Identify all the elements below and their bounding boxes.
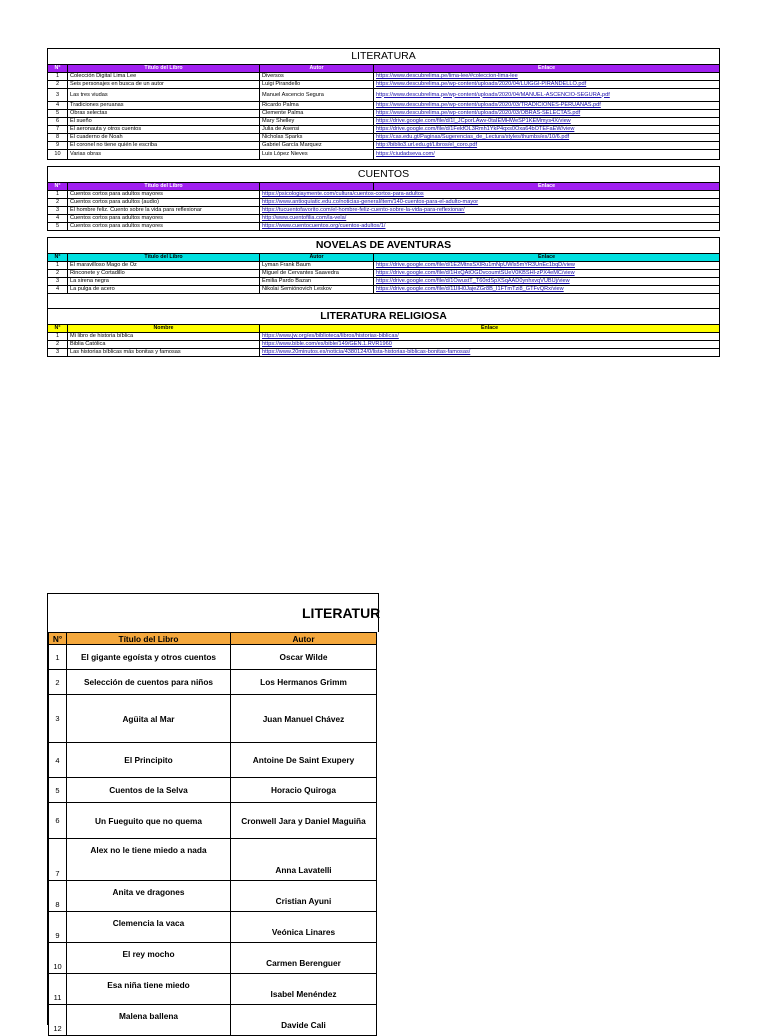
row-number: 2	[48, 199, 68, 207]
row-number: 3	[48, 207, 68, 215]
header-title: Título del Libro	[68, 65, 260, 73]
book-author: Gabriel García Marquez	[260, 142, 374, 150]
item-name: Biblia Católica	[68, 341, 260, 349]
spacer-row	[47, 294, 720, 309]
book-author: Anna Lavatelli	[231, 839, 377, 881]
item-link[interactable]: https://www.bible.com/es/bible/149/GEN.1.RVR1960	[260, 341, 720, 349]
sheet2-rows	[49, 645, 377, 1036]
book-link[interactable]: https://drive.google.com/file/d/1l_JCporLAwv-0taIEMHWeSP1KEMmys4X/view	[374, 118, 720, 126]
book-author: Mary Shelley	[260, 118, 374, 126]
table-row	[49, 974, 377, 1005]
table-row	[49, 1005, 377, 1036]
book-author: Los Hermanos Grimm	[231, 670, 377, 695]
row-number: 7	[49, 839, 67, 881]
book-title: El coronel no tiene quién le escriba	[68, 142, 260, 150]
book-title: El maravilloso Mago de Oz	[68, 262, 260, 270]
row-number: 9	[48, 142, 68, 150]
table-row	[48, 215, 720, 223]
book-link[interactable]: https://www.descubrelima.pe/wp-content/uploads/2020/03/OBRAS-SELECTAS.pdf	[374, 110, 720, 118]
cuentos-rows	[48, 191, 720, 231]
book-link[interactable]: https://www.descubrelima.pe/wp-content/uploads/2020/04/MANUEL-ASCENCIO-SEGURA.pdf	[374, 89, 720, 102]
header-link: Enlace	[374, 254, 720, 262]
book-link[interactable]: https://ciudadseva.com/	[374, 150, 720, 160]
book-title: El gigante egoísta y otros cuentos	[67, 645, 231, 670]
row-number: 1	[49, 645, 67, 670]
section-title: LITERATURA RELIGIOSA	[47, 309, 720, 324]
book-title: Clemencia la vaca	[67, 912, 231, 943]
section-title: NOVELAS DE AVENTURAS	[47, 237, 720, 253]
book-title: Cuentos cortos para adultos mayores	[68, 215, 260, 223]
book-title: Obras selectas	[68, 110, 260, 118]
book-title: Selección de cuentos para niños	[67, 670, 231, 695]
table-row	[48, 199, 720, 207]
header-title: Título del Libro	[68, 183, 260, 191]
book-title: Rinconete y Cortadillo	[68, 270, 260, 278]
book-link[interactable]: https://www.cuentocuentos.org/cuentos-adultos/1/	[260, 223, 720, 231]
row-number: 10	[49, 943, 67, 974]
book-link[interactable]: https://drive.google.com/file/d/11lIH0JajeZGr8B_I1FTmTzi8_GTFvQRx/view	[374, 286, 720, 294]
header-author: Autor	[231, 633, 377, 645]
section-title: LITERATURA	[47, 48, 720, 64]
book-author: Luis López Nieves	[260, 150, 374, 160]
book-title: Cuentos de la Selva	[67, 778, 231, 803]
row-number: 7	[48, 126, 68, 134]
table-row	[48, 191, 720, 199]
row-number: 3	[48, 89, 68, 102]
header-number: N°	[48, 254, 68, 262]
section-aventuras	[47, 237, 720, 309]
row-number: 5	[49, 778, 67, 803]
book-link[interactable]: https://drive.google.com/file/d/1OwustT_T60rdSpXSqAAD0ynhxvqVUBUj/view	[374, 278, 720, 286]
book-author: Nicholas Sparks	[260, 134, 374, 142]
row-number: 4	[48, 215, 68, 223]
row-number: 1	[48, 73, 68, 81]
item-link[interactable]: https://www.20minutos.es/noticia/4380124/0/lista-historias-biblicas-bonitas-famosas/	[260, 349, 720, 357]
book-link[interactable]: https://drive.google.com/file/d/1E2MtnsSXlRu1mNpUWls5mYR3UnEc1bqD/view	[374, 262, 720, 270]
book-author: Lyman Frank Baum	[260, 262, 374, 270]
book-author: Oscar Wilde	[231, 645, 377, 670]
header-empty	[260, 183, 374, 191]
table-row	[48, 118, 720, 126]
header-link: Enlace	[374, 183, 720, 191]
header-number: N°	[49, 633, 67, 645]
book-title: Cuentos cortos para adultos mayores	[68, 191, 260, 199]
book-author: Nikolai Semiónovich Leskov	[260, 286, 374, 294]
table-row	[48, 73, 720, 81]
item-link[interactable]: https://www.jw.org/es/biblioteca/libros/historias-biblicas/	[260, 333, 720, 341]
table-row	[49, 803, 377, 839]
book-link[interactable]: http://biblio3.url.edu.gt/Libros/el_coro.pdf	[374, 142, 720, 150]
table-row	[48, 126, 720, 134]
book-author: Diversos	[260, 73, 374, 81]
row-number: 5	[48, 223, 68, 231]
aventuras-table	[47, 253, 720, 294]
header-author: Autor	[260, 254, 374, 262]
table-header	[48, 183, 720, 191]
table-row	[49, 695, 377, 743]
book-author: Antoine De Saint Exupery	[231, 743, 377, 778]
table-row	[48, 102, 720, 110]
book-title: Un Fueguito que no quema	[67, 803, 231, 839]
book-author: Cronwell Jara y Daniel Maguiña	[231, 803, 377, 839]
religiosa-rows	[48, 333, 720, 357]
row-number: 6	[49, 803, 67, 839]
row-number: 1	[48, 333, 68, 341]
table-row	[48, 134, 720, 142]
table-row	[48, 262, 720, 270]
religiosa-table	[47, 324, 720, 357]
book-title: Cuentos cortos para adultos (audio)	[68, 199, 260, 207]
row-number: 4	[48, 102, 68, 110]
table-row	[48, 341, 720, 349]
row-number: 4	[48, 286, 68, 294]
book-title: Esa niña tiene miedo	[67, 974, 231, 1005]
header-number: N°	[48, 325, 68, 333]
literatura-sheet-2	[47, 593, 381, 1033]
book-link[interactable]: http://www.cuentofilia.com/la-vela/	[260, 215, 720, 223]
row-number: 3	[48, 349, 68, 357]
row-number: 10	[48, 150, 68, 160]
table-row	[48, 223, 720, 231]
book-author: Cristian Ayuni	[231, 881, 377, 912]
book-author: Veónica Linares	[231, 912, 377, 943]
row-number: 2	[48, 81, 68, 89]
row-number: 4	[49, 743, 67, 778]
section-cuentos	[47, 166, 720, 231]
table-row	[48, 286, 720, 294]
section-title: CUENTOS	[47, 166, 720, 182]
book-title: Varias obras	[68, 150, 260, 160]
header-link: Enlace	[374, 65, 720, 73]
book-link[interactable]: https://www.descubrelima.pe/lima-lee/#coleccion-lima-lee	[374, 73, 720, 81]
table-row	[48, 150, 720, 160]
book-link[interactable]: https://www.descubrelima.pe/wp-content/uploads/2020/03/TRADICIONES-PERUANAS.pdf	[374, 102, 720, 110]
literatura-rows	[48, 73, 720, 160]
book-author: Isabel Menéndez	[231, 974, 377, 1005]
book-title: Malena ballena	[67, 1005, 231, 1036]
item-name: Mi libro de historia bíblica	[68, 333, 260, 341]
book-author: Emilia Pardo Bazan	[260, 278, 374, 286]
book-link[interactable]: https://drive.google.com/file/d/1HxQAtOGDvcoumtSUeV0KBSHl-zPX4eMC/view	[374, 270, 720, 278]
table-row	[49, 912, 377, 943]
book-title: Anita ve dragones	[67, 881, 231, 912]
header-title: Título del Libro	[67, 633, 231, 645]
table-row	[49, 778, 377, 803]
row-number: 1	[48, 262, 68, 270]
row-number: 11	[49, 974, 67, 1005]
table-row	[49, 645, 377, 670]
row-number: 8	[49, 881, 67, 912]
table-row	[48, 110, 720, 118]
book-title: Agüita al Mar	[67, 695, 231, 743]
book-title: Colección Digital Lima Lee	[68, 73, 260, 81]
row-number: 2	[48, 270, 68, 278]
book-title: El rey mocho	[67, 943, 231, 974]
book-author: Clemente Palma	[260, 110, 374, 118]
book-author: Manuel Ascencio Segura	[260, 89, 374, 102]
book-author: Davide Cali	[231, 1005, 377, 1036]
row-number: 1	[48, 191, 68, 199]
table-row	[48, 278, 720, 286]
section-literatura	[47, 48, 720, 160]
table-row	[49, 743, 377, 778]
header-name: Nombre	[68, 325, 260, 333]
book-link[interactable]: https://www.descubrelima.pe/wp-content/uploads/2020/04/LUIGGI-PIRANDELLO.pdf	[374, 81, 720, 89]
table-row	[48, 142, 720, 150]
table-row	[48, 89, 720, 102]
book-title: El aeronauta y otros cuentos	[68, 126, 260, 134]
table-row	[48, 207, 720, 215]
book-title: Tradiciones peruanas	[68, 102, 260, 110]
header-title: Título del Libro	[68, 254, 260, 262]
table-header	[49, 633, 377, 645]
table-header	[48, 254, 720, 262]
row-number: 12	[49, 1005, 67, 1036]
table-row	[48, 333, 720, 341]
book-author: Horacio Quiroga	[231, 778, 377, 803]
header-author: Autor	[260, 65, 374, 73]
row-number: 5	[48, 110, 68, 118]
book-author: Luigi Pirandello	[260, 81, 374, 89]
sheet2-table	[48, 632, 377, 1036]
row-number: 2	[48, 341, 68, 349]
table-row	[48, 349, 720, 357]
row-number: 2	[49, 670, 67, 695]
book-link[interactable]: https://drive.google.com/file/d/1FekfOL3Rmh1YkP4qxs0Oxa64bOTEFaEW/view	[374, 126, 720, 134]
book-author: Carmen Berenguer	[231, 943, 377, 974]
table-row	[49, 670, 377, 695]
item-name: Las historias bíblicas más bonitas y famosas	[68, 349, 260, 357]
book-link[interactable]: https://psicologiaymente.com/cultura/cuentos-cortos-para-adultos	[260, 191, 720, 199]
row-number: 9	[49, 912, 67, 943]
book-title: Las tres viudas	[68, 89, 260, 102]
book-author: Miguel de Cervantes Saavedra	[260, 270, 374, 278]
aventuras-rows	[48, 262, 720, 294]
header-link: Enlace	[260, 325, 720, 333]
book-title: La sirena negra	[68, 278, 260, 286]
header-number: N°	[48, 65, 68, 73]
book-author: Ricardo Palma	[260, 102, 374, 110]
row-number: 6	[48, 118, 68, 126]
book-title: El Principito	[67, 743, 231, 778]
book-title: El hombre feliz. Cuento sobre la vida para reflexionar	[68, 207, 260, 215]
table-header	[48, 65, 720, 73]
sheet-title: LITERATUR	[48, 594, 379, 632]
literatura-table	[47, 64, 720, 160]
row-number: 3	[49, 695, 67, 743]
book-title: El cuaderno de Noah	[68, 134, 260, 142]
row-number: 8	[48, 134, 68, 142]
section-religiosa	[47, 309, 720, 357]
header-number: N°	[48, 183, 68, 191]
table-row	[49, 943, 377, 974]
book-title: El sueño	[68, 118, 260, 126]
book-title: Seis personajes en busca de un autor	[68, 81, 260, 89]
table-row	[48, 270, 720, 278]
row-number: 3	[48, 278, 68, 286]
cuentos-table	[47, 182, 720, 231]
table-row	[49, 839, 377, 881]
book-title: Alex no le tiene miedo a nada	[67, 839, 231, 881]
table-row	[48, 81, 720, 89]
literature-sheet	[47, 48, 720, 357]
book-link[interactable]: https://www.antioquiatic.edu.co/noticias-general/item/140-cuentos-para-el-adulto-mayor	[260, 199, 720, 207]
book-title: La pulga de acero	[68, 286, 260, 294]
book-author: Julia de Asensi	[260, 126, 374, 134]
table-row	[49, 881, 377, 912]
table-header	[48, 325, 720, 333]
book-link[interactable]: https://tucuentofavorito.com/el-hombre-feliz-cuento-sobre-la-vida-para-reflexionar/	[260, 207, 720, 215]
book-title: Cuentos cortos para adultos mayores	[68, 223, 260, 231]
book-author: Juan Manuel Chávez	[231, 695, 377, 743]
book-link[interactable]: https://cas.edu.gt/Paginas/Sugerencias_de_Lectura/styles/thumbs/es/10/6.pdf	[374, 134, 720, 142]
